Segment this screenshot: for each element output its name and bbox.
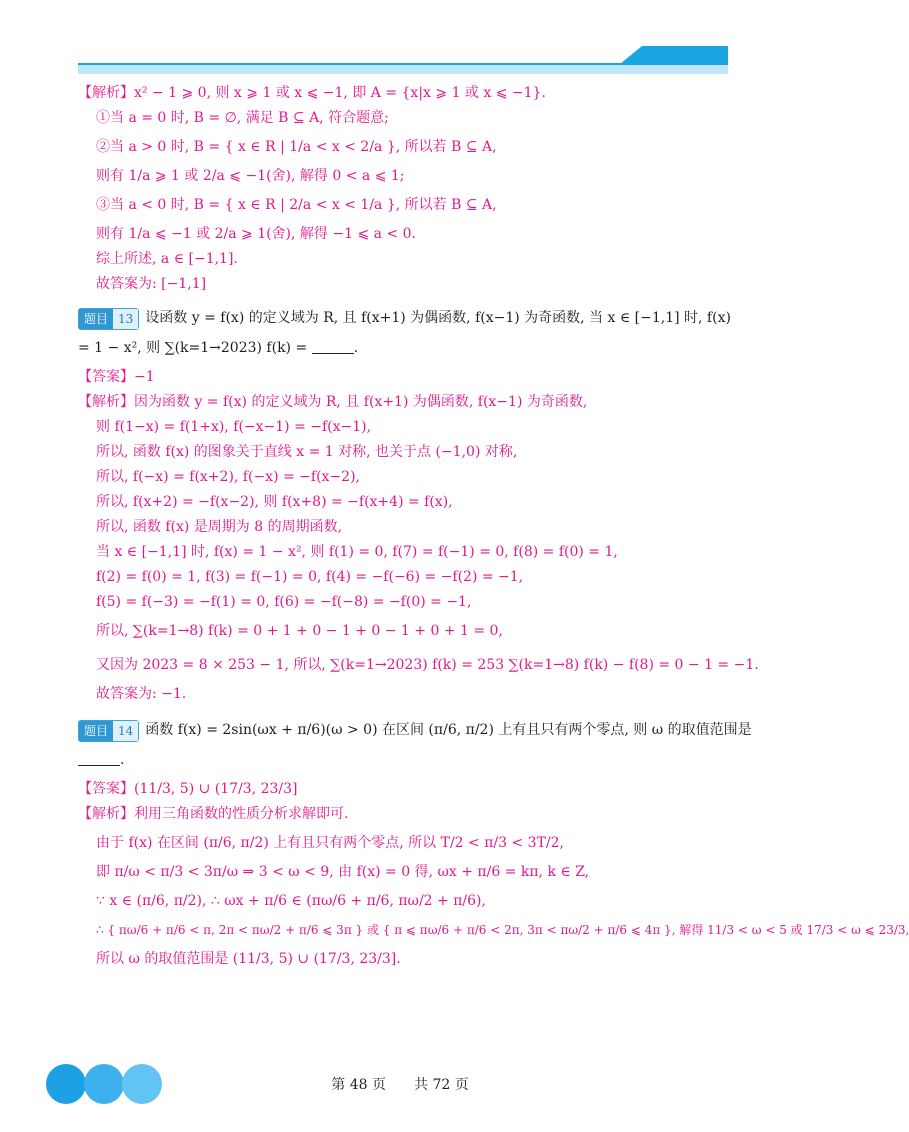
analysis-line: 又因为 2023 = 8 × 253 − 1, 所以, ∑(k=1→2023) f(k) = 253 ∑(k=1→8) f(k) − f(8) = 0 − 1 = −1. <box>96 657 759 673</box>
header-band <box>78 64 728 74</box>
question-badge <box>78 720 139 742</box>
question-14 <box>78 719 909 970</box>
analysis-line: ②当 a > 0 时, B = { x ∈ R | 1/a < x < 2/a }, 所以若 B ⊆ A, <box>96 139 497 155</box>
badge-number: 13 <box>113 309 138 329</box>
analysis-line: 所以, ∑(k=1→8) f(k) = 0 + 1 + 0 − 1 + 0 − 1 + 0 + 1 = 0, <box>96 623 503 639</box>
stem-line: 设函数 y = f(x) 的定义域为 R, 且 f(x+1) 为偶函数, f(x−1) 为奇函数, 当 x ∈ [−1,1] 时, f(x) <box>145 310 731 326</box>
stem-text: = 1 − x², 则 ∑(k=1→2023) f(k) = <box>78 340 308 356</box>
analysis-line: 由于 f(x) 在区间 (π/6, π/2) 上有且只有两个零点, 所以 T/2 < π/3 < 3T/2, <box>96 835 564 851</box>
answer-line: 【答案】(11/3, 5) ∪ (17/3, 23/3] <box>78 781 298 797</box>
stem-period: . <box>120 752 125 768</box>
analysis-line: f(2) = f(0) = 1, f(3) = f(−1) = 0, f(4) = −f(−6) = −f(2) = −1, <box>96 569 524 585</box>
analysis-line: 综上所述, a ∈ [−1,1]. <box>96 251 238 267</box>
stem-line: 函数 f(x) = 2sin(ωx + π/6)(ω > 0) 在区间 (π/6, π/2) 上有且只有两个零点, 则 ω 的取值范围是 <box>145 722 752 738</box>
analysis-line: 【解析】因为函数 y = f(x) 的定义域为 R, 且 f(x+1) 为偶函数, f(x−1) 为奇函数, <box>78 394 588 410</box>
header-bar <box>0 0 800 80</box>
badge-label: 题目 <box>79 309 113 329</box>
analysis-line: 则 f(1−x) = f(1+x), f(−x−1) = −f(x−1), <box>96 419 372 435</box>
answer-line: 【答案】−1 <box>78 369 155 385</box>
analysis-line: f(5) = f(−3) = −f(1) = 0, f(6) = −f(−8) = −f(0) = −1, <box>96 594 472 610</box>
page-content <box>78 82 909 970</box>
page-number: 第 48 页 共 72 页 <box>331 1077 469 1093</box>
analysis-line: ∴ { πω/6 + π/6 < π, 2π < πω/2 + π/6 ⩽ 3π } 或 { π ⩽ πω/6 + π/6 < 2π, 3π < πω/2 + π/6 ⩽ 4π }, 解得 11/3 < ω < 5 或 17/3 < ω ⩽ 23/3, <box>96 923 909 937</box>
question-badge <box>78 308 139 330</box>
analysis-line: 则有 1/a ⩾ 1 或 2/a ⩽ −1(舍), 解得 0 < a ⩽ 1; <box>96 168 405 184</box>
question-13-stem <box>78 307 738 330</box>
analysis-line: ∵ x ∈ (π/6, π/2), ∴ ωx + π/6 ∈ (πω/6 + π/6, πω/2 + π/6), <box>96 893 486 909</box>
answer-blank <box>312 353 354 354</box>
solution-12 <box>78 82 738 295</box>
analysis-line: 所以 ω 的取值范围是 (11/3, 5) ∪ (17/3, 23/3]. <box>96 951 401 967</box>
analysis-line: ①当 a = 0 时, B = ∅, 满足 B ⊆ A, 符合题意; <box>96 110 389 126</box>
stem-line <box>78 749 738 771</box>
question-14-stem <box>78 719 752 742</box>
analysis-line: 所以, f(x+2) = −f(x−2), 则 f(x+8) = −f(x+4) = f(x), <box>96 494 453 510</box>
analysis-line: 所以, f(−x) = f(x+2), f(−x) = −f(x−2), <box>96 469 360 485</box>
analysis-line: 当 x ∈ [−1,1] 时, f(x) = 1 − x², 则 f(1) = 0, f(7) = f(−1) = 0, f(8) = f(0) = 1, <box>96 544 618 560</box>
analysis-line: 故答案为: [−1,1] <box>96 276 207 292</box>
question-13 <box>78 307 759 705</box>
stem-line <box>78 337 738 359</box>
analysis-line: 【解析】利用三角函数的性质分析求解即可. <box>78 806 349 822</box>
answer-blank <box>78 765 120 766</box>
analysis-line: 所以, 函数 f(x) 的图象关于直线 x = 1 对称, 也关于点 (−1,0) 对称, <box>96 444 518 460</box>
analysis-line: 故答案为: −1. <box>96 686 187 702</box>
stem-period: . <box>353 340 359 356</box>
analysis-line: ③当 a < 0 时, B = { x ∈ R | 2/a < x < 1/a }, 所以若 B ⊆ A, <box>96 197 497 213</box>
analysis-line: 所以, 函数 f(x) 是周期为 8 的周期函数, <box>96 519 343 535</box>
analysis-line: 则有 1/a ⩽ −1 或 2/a ⩾ 1(舍), 解得 −1 ⩽ a < 0. <box>96 226 416 242</box>
analysis-line: 即 π/ω < π/3 < 3π/ω ⇒ 3 < ω < 9, 由 f(x) = 0 得, ωx + π/6 = kπ, k ∈ Z, <box>96 864 590 880</box>
header-tab <box>620 46 728 64</box>
badge-label: 题目 <box>79 721 113 741</box>
badge-number: 14 <box>113 721 138 741</box>
analysis-line: 【解析】x² − 1 ⩾ 0, 则 x ⩾ 1 或 x ⩽ −1, 即 A = {x|x ⩾ 1 或 x ⩽ −1}. <box>78 85 546 101</box>
